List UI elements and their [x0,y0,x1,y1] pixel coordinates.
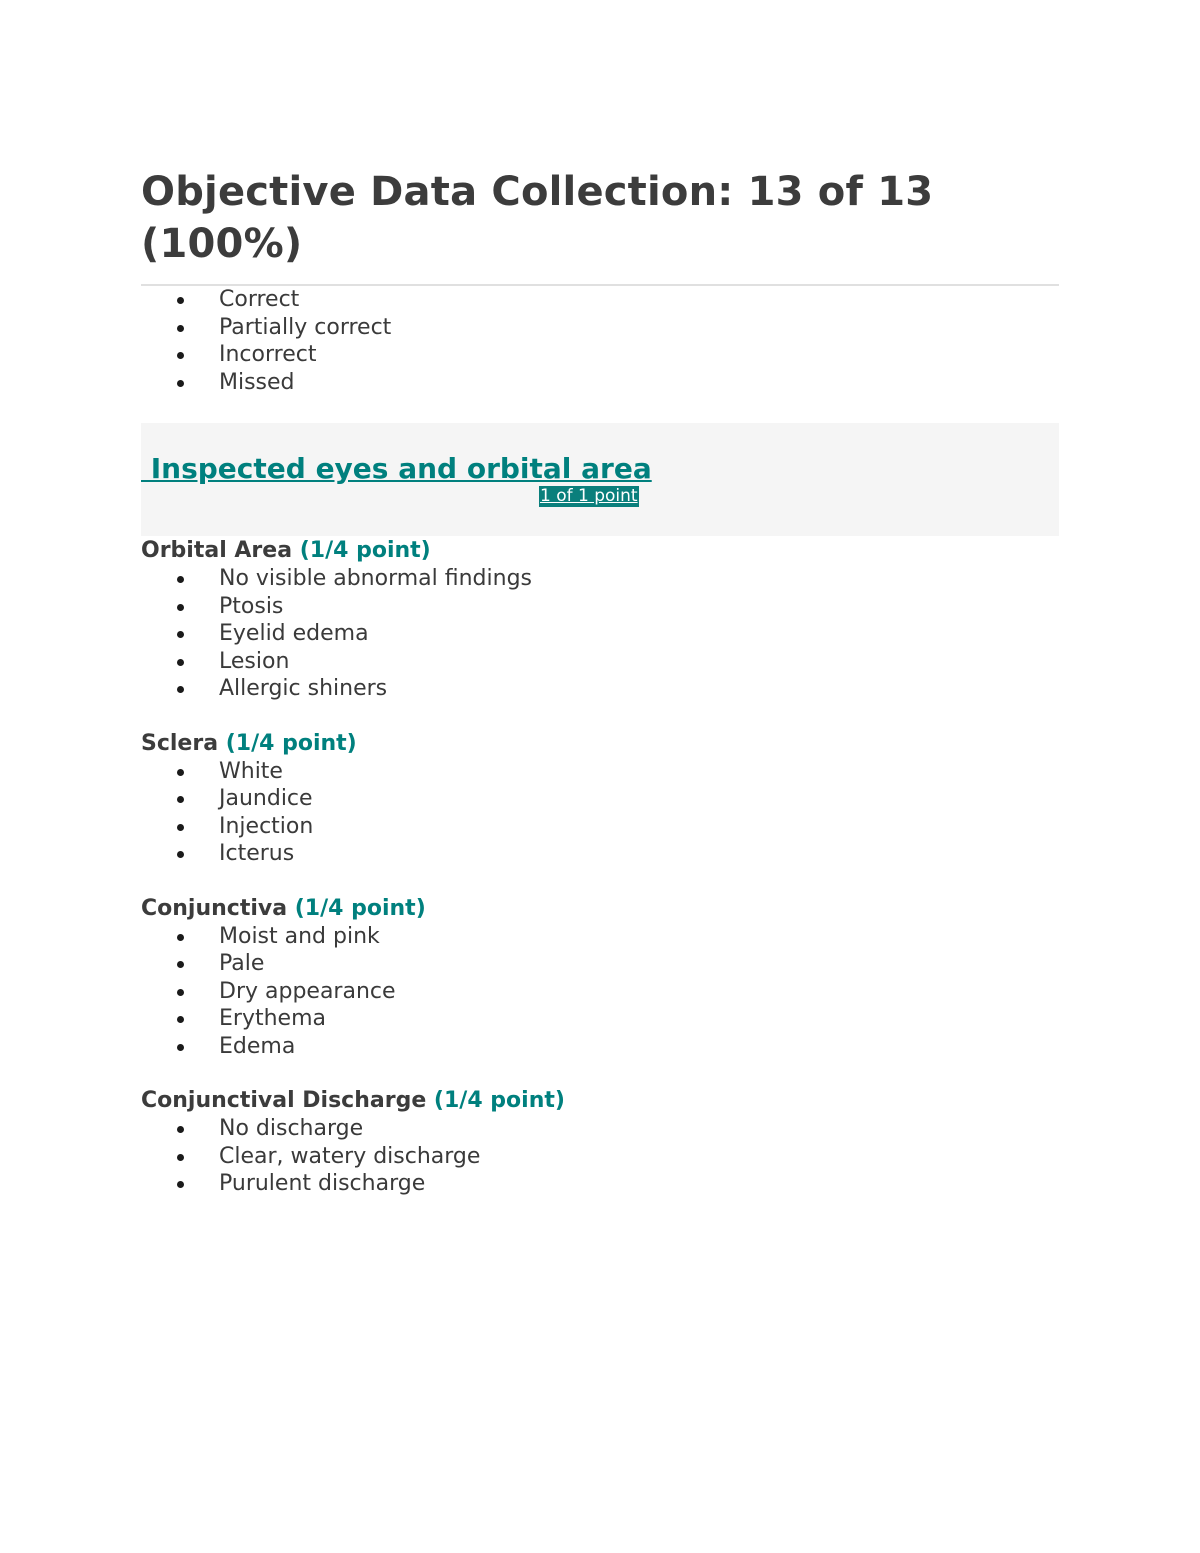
list-item: Ptosis [141,593,1059,621]
group-list-conjunctival-discharge [141,1115,1059,1198]
legend-item-partially-correct: Partially correct [141,314,1059,342]
section-header [141,423,1059,536]
group-points: (1/4 point) [225,730,357,756]
list-item: Jaundice [141,785,1059,813]
list-item: Allergic shiners [141,675,1059,703]
group-label: Conjunctival Discharge [141,1088,427,1113]
legend-list-primary [141,286,1059,341]
list-item: Injection [141,813,1059,841]
list-item: Edema [141,1033,1059,1061]
group-heading-orbital-area [141,537,1059,565]
list-item: Eyelid edema [141,620,1059,648]
list-item: White [141,758,1059,786]
group-heading-sclera [141,730,1059,758]
group-label: Conjunctiva [141,895,288,921]
section-score-badge[interactable]: 1 of 1 point [540,486,638,506]
legend-item-incorrect: Incorrect [141,341,1059,369]
section-title-link[interactable]: Inspected eyes and orbital area [141,452,652,485]
group-label: Orbital Area [141,538,293,563]
group-points: (1/4 point) [433,1088,565,1113]
group-list-orbital-area [141,565,1059,703]
group-list-sclera [141,758,1059,868]
list-item: No visible abnormal findings [141,565,1059,593]
list-item: Erythema [141,1005,1059,1033]
list-item: Dry appearance [141,978,1059,1006]
legend-list-secondary [141,341,1059,396]
page-title-line-2: (100%) [141,221,303,267]
page-title-line-1: Objective Data Collection: 13 of 13 [141,169,934,215]
group-list-conjunctiva [141,923,1059,1061]
group-points: (1/4 point) [299,538,431,563]
list-item: Pale [141,950,1059,978]
list-item: Purulent discharge [141,1170,1059,1198]
legend-item-correct: Correct [141,286,1059,314]
list-item: Lesion [141,648,1059,676]
group-heading-conjunctiva [141,895,1059,923]
document-page [141,0,1059,1198]
list-item: Moist and pink [141,923,1059,951]
page-title [141,0,1059,270]
legend-item-missed: Missed [141,369,1059,397]
list-item: Clear, watery discharge [141,1143,1059,1171]
group-points: (1/4 point) [294,895,426,921]
group-label: Sclera [141,730,219,756]
list-item: No discharge [141,1115,1059,1143]
group-heading-conjunctival-discharge [141,1087,1059,1115]
list-item: Icterus [141,840,1059,868]
